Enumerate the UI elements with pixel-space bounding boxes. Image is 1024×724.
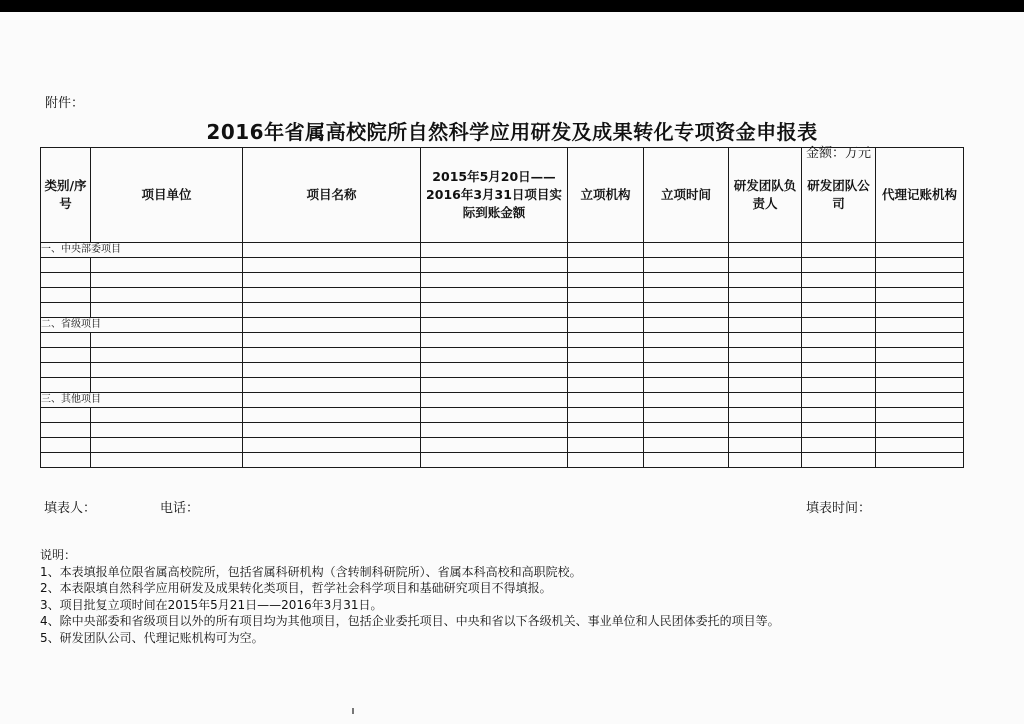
- header-actual-amount: 2015年5月20日——2016年3月31日项目实际到账金额: [421, 148, 568, 243]
- table-cell[interactable]: [421, 363, 568, 378]
- table-cell[interactable]: [243, 243, 421, 258]
- table-cell[interactable]: [421, 423, 568, 438]
- table-cell[interactable]: [243, 453, 421, 468]
- table-cell[interactable]: [91, 273, 243, 288]
- table-cell[interactable]: [729, 288, 802, 303]
- table-cell[interactable]: [568, 453, 644, 468]
- table-cell[interactable]: [568, 393, 644, 408]
- table-cell[interactable]: [568, 288, 644, 303]
- table-cell[interactable]: [644, 303, 729, 318]
- table-cell[interactable]: [568, 438, 644, 453]
- table-cell[interactable]: [729, 273, 802, 288]
- table-cell[interactable]: [421, 408, 568, 423]
- table-cell[interactable]: [568, 303, 644, 318]
- table-cell[interactable]: [421, 303, 568, 318]
- table-cell[interactable]: [876, 393, 964, 408]
- table-cell[interactable]: [876, 258, 964, 273]
- note-item: 3、项目批复立项时间在2015年5月21日——2016年3月31日。: [40, 597, 383, 612]
- table-cell[interactable]: [41, 453, 91, 468]
- table-cell[interactable]: [243, 318, 421, 333]
- table-cell[interactable]: [421, 453, 568, 468]
- table-cell[interactable]: [568, 273, 644, 288]
- notes-heading: 说明：: [40, 548, 77, 562]
- table-cell[interactable]: [421, 348, 568, 363]
- amount-unit-label: 金额：万元: [806, 146, 872, 161]
- table-cell[interactable]: [568, 423, 644, 438]
- table-cell[interactable]: [876, 453, 964, 468]
- application-table: [40, 147, 964, 468]
- table-cell[interactable]: [568, 348, 644, 363]
- table-cell[interactable]: [41, 258, 91, 273]
- table-cell[interactable]: [421, 333, 568, 348]
- table-cell[interactable]: [243, 333, 421, 348]
- header-project-unit: 项目单位: [91, 148, 243, 243]
- header-approval-date: 立项时间: [644, 148, 729, 243]
- table-cell[interactable]: [802, 393, 876, 408]
- table-cell[interactable]: [41, 378, 91, 393]
- table-cell[interactable]: [729, 408, 802, 423]
- table-cell[interactable]: [876, 348, 964, 363]
- fill-time-label: 填表时间：: [806, 501, 872, 516]
- table-row: [41, 378, 964, 393]
- table-cell[interactable]: [729, 243, 802, 258]
- table-cell[interactable]: [802, 363, 876, 378]
- table-header-row: [41, 148, 964, 243]
- section-row-other: [41, 393, 964, 408]
- table-cell[interactable]: [729, 378, 802, 393]
- table-cell[interactable]: [421, 393, 568, 408]
- table-cell[interactable]: [243, 258, 421, 273]
- table-cell[interactable]: [876, 438, 964, 453]
- table-cell[interactable]: [729, 258, 802, 273]
- table-cell[interactable]: [644, 258, 729, 273]
- table-cell[interactable]: [729, 393, 802, 408]
- attachment-label: 附件：: [45, 96, 85, 111]
- phone-label: 电话：: [160, 501, 200, 516]
- table-cell[interactable]: [644, 288, 729, 303]
- table-cell[interactable]: [568, 408, 644, 423]
- note-item: 4、除中央部委和省级项目以外的所有项目均为其他项目，包括企业委托项目、中央和省以下各级机关、事业单位和人民团体委托的项目等。: [40, 614, 780, 628]
- table-cell[interactable]: [729, 453, 802, 468]
- table-cell[interactable]: [91, 333, 243, 348]
- table-cell[interactable]: [802, 258, 876, 273]
- table-cell[interactable]: [421, 258, 568, 273]
- table-cell[interactable]: [876, 243, 964, 258]
- table-cell[interactable]: [802, 303, 876, 318]
- table-cell[interactable]: [729, 333, 802, 348]
- table-cell[interactable]: [243, 363, 421, 378]
- table-cell[interactable]: [243, 348, 421, 363]
- filler-label: 填表人：: [44, 501, 97, 516]
- table-cell[interactable]: [421, 288, 568, 303]
- table-cell[interactable]: [802, 318, 876, 333]
- header-project-name: 项目名称: [243, 148, 421, 243]
- table-cell[interactable]: [802, 273, 876, 288]
- header-approving-body: 立项机构: [568, 148, 644, 243]
- note-item: 2、本表限填自然科学应用研发及成果转化类项目，哲学社会科学项目和基础研究项目不得填报。: [40, 581, 552, 595]
- table-cell[interactable]: [41, 408, 91, 423]
- table-cell[interactable]: [876, 408, 964, 423]
- table-cell[interactable]: [644, 378, 729, 393]
- header-category: 类别/序号: [41, 148, 91, 243]
- table-cell[interactable]: [644, 333, 729, 348]
- table-cell[interactable]: [41, 423, 91, 438]
- table-cell[interactable]: [644, 453, 729, 468]
- table-cell[interactable]: [644, 348, 729, 363]
- form-title: 2016年省属高校院所自然科学应用研发及成果转化专项资金申报表: [206, 120, 818, 144]
- table-cell[interactable]: [568, 318, 644, 333]
- table-cell[interactable]: [421, 378, 568, 393]
- header-bookkeeping-agency: 代理记账机构: [876, 148, 964, 243]
- table-cell[interactable]: [876, 363, 964, 378]
- table-cell[interactable]: [876, 423, 964, 438]
- section-row-central: [41, 243, 964, 258]
- table-cell[interactable]: [802, 408, 876, 423]
- table-row: [41, 453, 964, 468]
- table-cell[interactable]: [91, 423, 243, 438]
- table-cell[interactable]: [729, 363, 802, 378]
- table-cell[interactable]: [644, 273, 729, 288]
- table-cell[interactable]: [729, 423, 802, 438]
- table-cell[interactable]: [802, 348, 876, 363]
- section-label: 一、中央部委项目: [41, 243, 243, 258]
- table-cell[interactable]: [876, 378, 964, 393]
- table-cell[interactable]: [421, 273, 568, 288]
- table-cell[interactable]: [243, 378, 421, 393]
- table-row: [41, 288, 964, 303]
- table-row: [41, 348, 964, 363]
- table-cell[interactable]: [421, 438, 568, 453]
- table-cell[interactable]: [41, 288, 91, 303]
- table-cell[interactable]: [876, 273, 964, 288]
- scan-speck: [352, 708, 354, 714]
- table-cell[interactable]: [41, 273, 91, 288]
- table-cell[interactable]: [91, 288, 243, 303]
- table-cell[interactable]: [802, 378, 876, 393]
- table-cell[interactable]: [568, 333, 644, 348]
- table-cell[interactable]: [41, 363, 91, 378]
- table-cell[interactable]: [876, 288, 964, 303]
- table-row: [41, 438, 964, 453]
- table-cell[interactable]: [568, 243, 644, 258]
- header-team-company: 研发团队公司: [802, 148, 876, 243]
- table-cell[interactable]: [421, 243, 568, 258]
- table-cell[interactable]: [729, 438, 802, 453]
- table-cell[interactable]: [243, 288, 421, 303]
- table-cell[interactable]: [644, 363, 729, 378]
- table-cell[interactable]: [91, 348, 243, 363]
- table-cell[interactable]: [802, 438, 876, 453]
- table-cell[interactable]: [644, 393, 729, 408]
- table-cell[interactable]: [243, 408, 421, 423]
- table-cell[interactable]: [91, 438, 243, 453]
- table-cell[interactable]: [802, 333, 876, 348]
- note-item: 5、研发团队公司、代理记账机构可为空。: [40, 630, 264, 645]
- table-cell[interactable]: [876, 318, 964, 333]
- table-cell[interactable]: [91, 453, 243, 468]
- section-label: 二、省级项目: [41, 318, 243, 333]
- table-cell[interactable]: [729, 303, 802, 318]
- table-cell[interactable]: [644, 318, 729, 333]
- table-cell[interactable]: [91, 258, 243, 273]
- table-cell[interactable]: [421, 318, 568, 333]
- table-cell[interactable]: [243, 438, 421, 453]
- table-row: [41, 363, 964, 378]
- table-cell[interactable]: [644, 438, 729, 453]
- table-cell[interactable]: [802, 243, 876, 258]
- header-team-leader: 研发团队负责人: [729, 148, 802, 243]
- table-cell[interactable]: [729, 348, 802, 363]
- section-row-provincial: [41, 318, 964, 333]
- table-cell[interactable]: [91, 408, 243, 423]
- table-cell[interactable]: [91, 378, 243, 393]
- table-cell[interactable]: [41, 348, 91, 363]
- table-cell[interactable]: [243, 423, 421, 438]
- table-cell[interactable]: [644, 423, 729, 438]
- table-cell[interactable]: [568, 363, 644, 378]
- table-row: [41, 408, 964, 423]
- table-cell[interactable]: [41, 333, 91, 348]
- table-cell[interactable]: [876, 333, 964, 348]
- table-cell[interactable]: [91, 363, 243, 378]
- table-cell[interactable]: [41, 438, 91, 453]
- table-row: [41, 423, 964, 438]
- table-cell[interactable]: [644, 408, 729, 423]
- table-cell[interactable]: [41, 303, 91, 318]
- table-cell[interactable]: [644, 243, 729, 258]
- note-item: 1、本表填报单位限省属高校院所，包括省属科研机构（含转制科研院所）、省属本科高校和高职院校。: [40, 564, 582, 579]
- table-row: [41, 303, 964, 318]
- table-cell[interactable]: [802, 288, 876, 303]
- table-cell[interactable]: [802, 423, 876, 438]
- table-cell[interactable]: [243, 393, 421, 408]
- table-cell[interactable]: [243, 273, 421, 288]
- table-cell[interactable]: [243, 303, 421, 318]
- table-cell[interactable]: [729, 318, 802, 333]
- table-row: [41, 333, 964, 348]
- section-label: 三、其他项目: [41, 393, 243, 408]
- table-row: [41, 273, 964, 288]
- table-cell[interactable]: [91, 303, 243, 318]
- table-cell[interactable]: [568, 258, 644, 273]
- table-cell[interactable]: [568, 378, 644, 393]
- notes-section: [40, 547, 780, 646]
- table-cell[interactable]: [802, 453, 876, 468]
- table-cell[interactable]: [876, 303, 964, 318]
- table-row: [41, 258, 964, 273]
